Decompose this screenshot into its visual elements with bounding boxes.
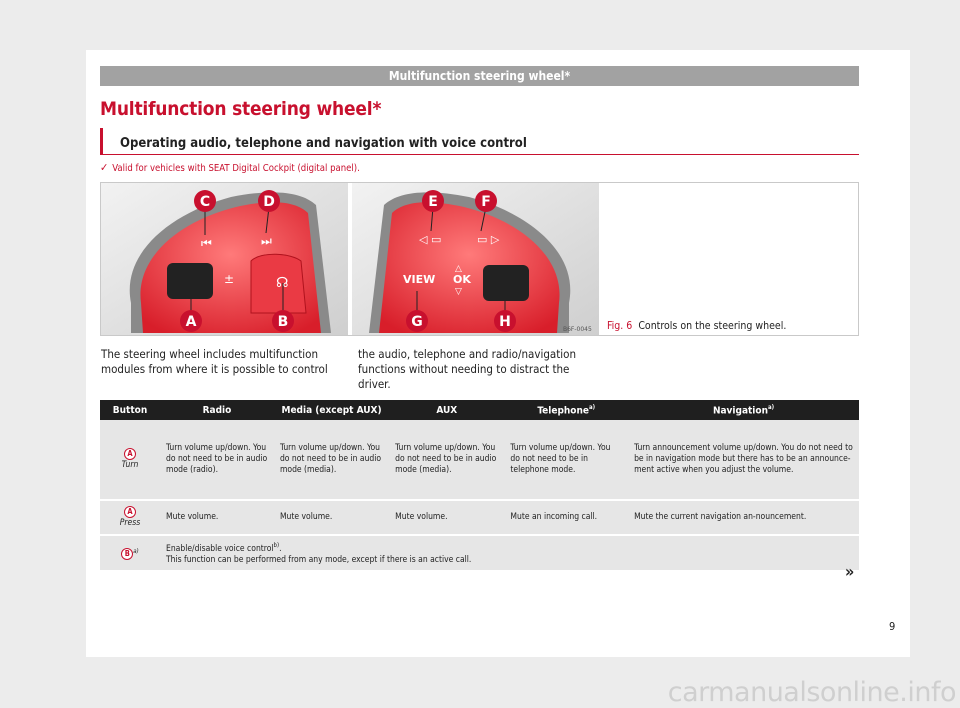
left-volume-roller	[167, 263, 213, 299]
row-key-action: Press	[119, 518, 141, 529]
table-cell: Mute volume.	[274, 500, 389, 535]
figure-caption-text: Controls on the steering wheel.	[638, 320, 787, 332]
table-cell: Turn announcement volume up/down. You do not need to be in navigation mode but there has to be an announce-ment active when you adjust the volume.	[628, 420, 859, 500]
col-header-radio: Radio	[160, 400, 274, 420]
table-cell: Mute volume.	[389, 500, 504, 535]
callout-d: D	[263, 194, 275, 210]
button-badge: A	[124, 448, 136, 460]
table-cell: Mute the current navigation an-nouncement.	[628, 500, 859, 535]
row-key-action: Turn	[121, 460, 139, 471]
left-arrow-screen-icon: ◁ ▭	[419, 233, 442, 246]
mute-icon: ±	[224, 272, 235, 286]
right-arrow-screen-icon: ▭ ▷	[477, 233, 500, 246]
table-row	[100, 535, 859, 571]
telephone-label: Telephone	[537, 405, 589, 417]
callout-c: C	[199, 194, 211, 210]
body-paragraph-col1: The steering wheel includes multifunction modules from where it is possible to control	[101, 347, 328, 376]
navigation-label: Navigation	[712, 405, 768, 417]
col-header-aux: AUX	[389, 400, 504, 420]
checkmark-icon: ✓	[100, 161, 109, 174]
callout-b: B	[277, 314, 289, 330]
continue-marker: »	[845, 562, 855, 581]
button-function-table	[100, 400, 859, 572]
table-cell: Turn volume up/down. You do not need to be in audio mode (media).	[274, 420, 389, 500]
subtitle-rule	[100, 154, 859, 155]
callout-g: G	[411, 314, 423, 330]
callout-h: H	[499, 314, 511, 330]
col-header-media: Media (except AUX)	[274, 400, 389, 420]
table-row	[100, 500, 859, 535]
panel-divider	[348, 183, 352, 335]
button-badge: B	[121, 548, 133, 560]
button-badge: A	[124, 506, 136, 518]
steering-wheel-controls-illustration	[101, 183, 599, 335]
col-header-telephone	[504, 400, 628, 420]
table-cell-span: Enable/disable voice control$^{b)}$. This function can be performed from any mode, except if there is an active call.	[160, 535, 859, 571]
watermark: carmanualsonline.info	[667, 677, 956, 708]
table-cell: Mute volume.	[160, 500, 274, 535]
prev-track-icon: ⏮	[201, 236, 212, 250]
callout-e: E	[428, 194, 438, 210]
table-cell: Turn volume up/down. You do not need to be in telephone mode.	[504, 420, 628, 500]
row-key	[100, 420, 160, 500]
voice-control-icon: ☊	[276, 275, 289, 291]
footnote-ref: b)	[273, 542, 280, 549]
figure-caption	[607, 320, 786, 332]
running-header: Multifunction steering wheel*	[100, 66, 859, 86]
voice-control-note: This function can be performed from any mode, except if there is an active call.	[166, 554, 472, 565]
up-arrow-icon: △	[455, 264, 462, 274]
table-cell: Turn volume up/down. You do not need to be in audio mode (media).	[389, 420, 504, 500]
down-arrow-icon: ▽	[455, 287, 462, 297]
ok-button-label: OK	[453, 273, 471, 286]
table-row	[100, 420, 859, 500]
section-title: Multifunction steering wheel*	[100, 98, 382, 120]
table-header-row	[100, 400, 859, 420]
col-header-button: Button	[100, 400, 160, 420]
row-key	[100, 535, 160, 571]
footnote-ref: a)	[767, 403, 775, 411]
table-cell: Mute an incoming call.	[504, 500, 628, 535]
subtitle-marker	[100, 128, 103, 154]
next-track-icon: ⏭	[261, 234, 272, 248]
page-number: 9	[889, 620, 896, 633]
callout-a: A	[185, 314, 197, 330]
validity-note	[100, 161, 360, 174]
section-subtitle: Operating audio, telephone and navigation with voice control	[120, 136, 527, 151]
figure-code: B6F-0045	[563, 326, 592, 333]
callout-f: F	[481, 194, 491, 210]
validity-text: Valid for vehicles with SEAT Digital Cockpit (digital panel).	[112, 163, 360, 174]
table-cell: Turn volume up/down. You do not need to be in audio mode (radio).	[160, 420, 274, 500]
voice-control-text: Enable/disable voice control	[166, 543, 274, 554]
row-key	[100, 500, 160, 535]
footnote-ref: a)	[133, 547, 139, 555]
figure-number: Fig. 6	[607, 320, 633, 332]
body-paragraph-col2: the audio, telephone and radio/navigation functions without needing to distract the driver.	[358, 347, 577, 391]
col-header-navigation	[628, 400, 859, 420]
view-button-label: VIEW	[403, 273, 436, 286]
footnote-ref: a)	[589, 403, 596, 411]
right-ok-roller	[483, 265, 529, 301]
